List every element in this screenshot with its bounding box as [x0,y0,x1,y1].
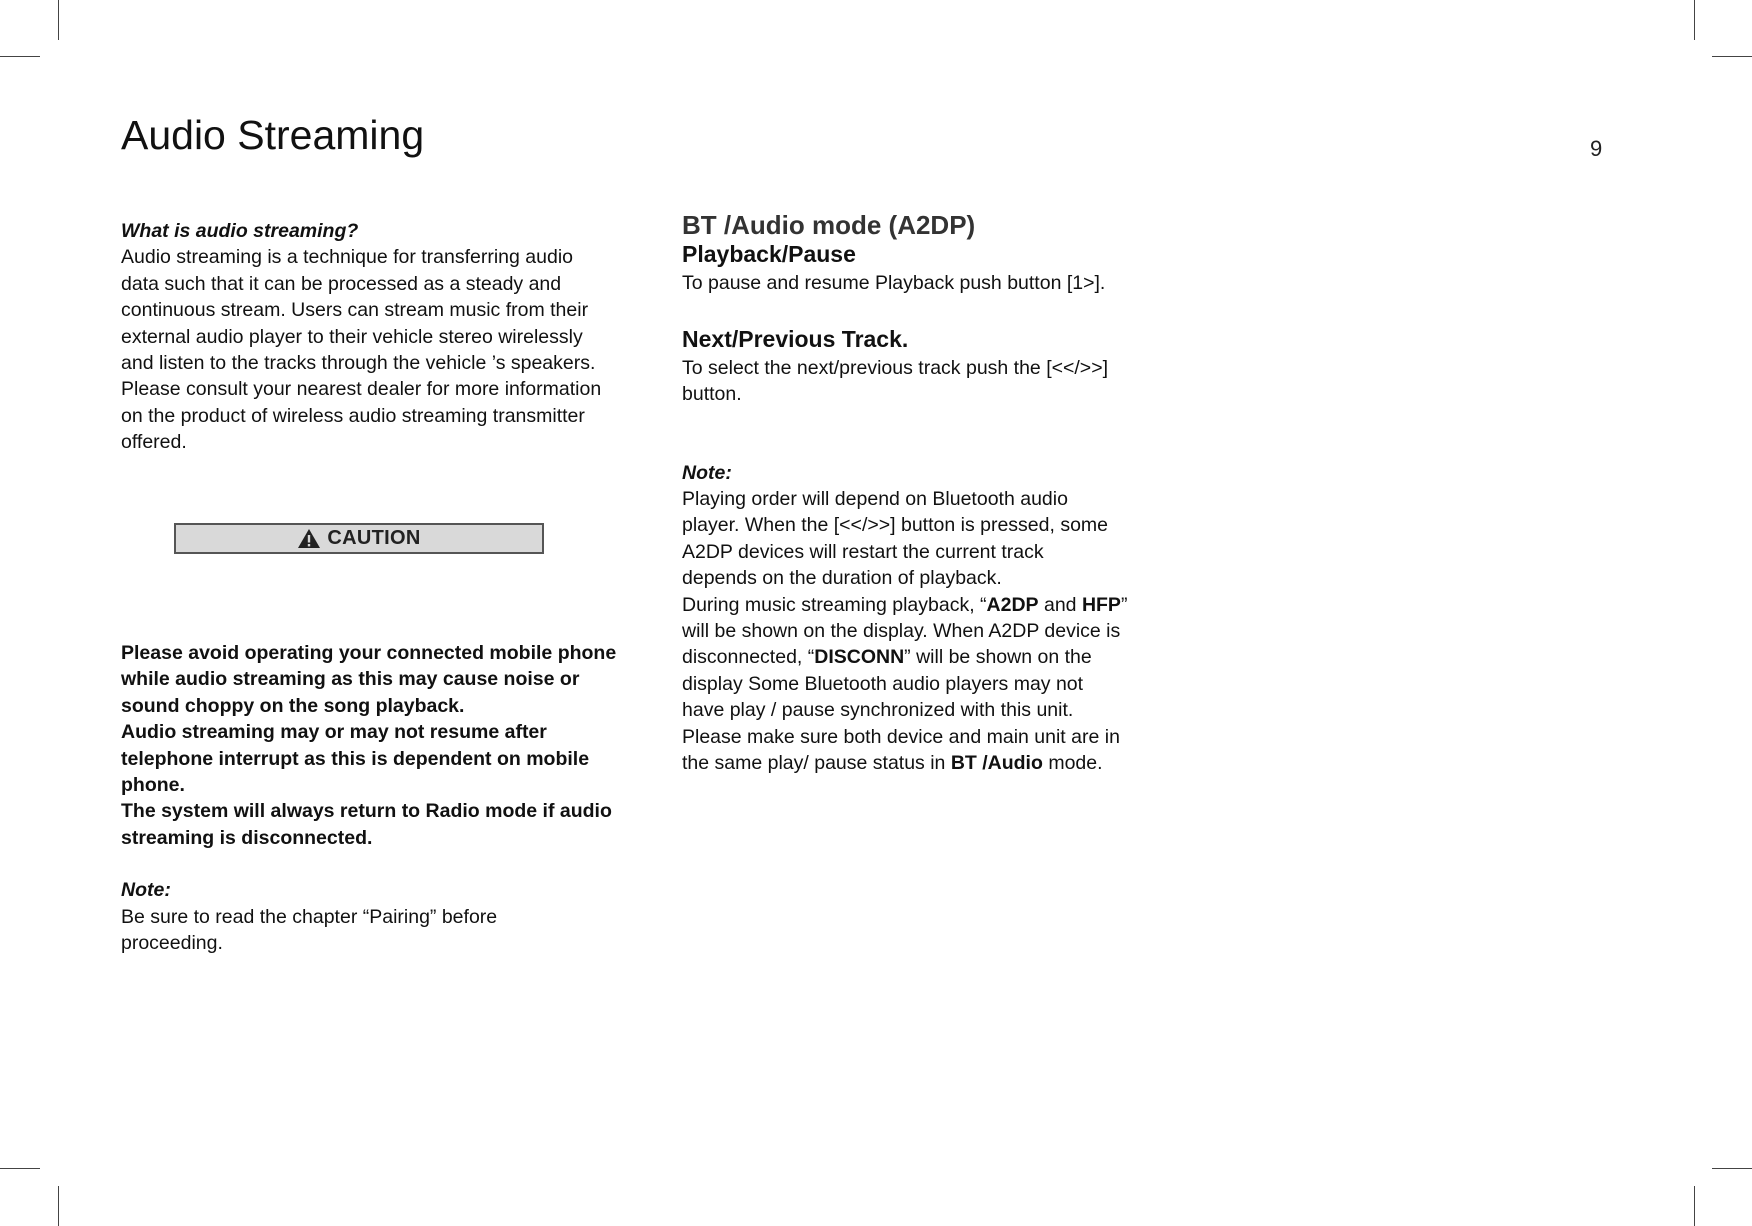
intro-line: offered. [121,431,187,454]
page-title: Audio Streaming [121,112,425,158]
text-fragment: the same play/ pause status in [682,752,951,775]
text-fragment: mode. [1042,752,1103,775]
caution-line: The system will always return to Radio mode if audio [121,800,612,823]
caution-line: Audio streaming may or may not resume after [121,721,547,744]
note-line: player. When the [<</>>] button is pressed, some [682,514,1109,537]
playback-text: To pause and resume Playback push button [1>]. [682,272,1106,295]
final-line [682,750,1152,776]
caution-line: sound choppy on the song playback. [121,694,465,717]
intro-line: Please consult your nearest dealer for more information [121,378,602,401]
crop-mark [58,1186,59,1226]
intro-line: on the product of wireless audio streaming transmitter [121,404,585,427]
crop-mark [0,1168,40,1169]
crop-mark [58,0,59,40]
note-line: Playing order will depend on Bluetooth audio [682,488,1068,511]
left-column [121,218,641,456]
intro-line: Audio streaming is a technique for transferring audio [121,246,574,269]
page-number: 9 [1590,136,1603,161]
caution-text [121,640,641,956]
caution-line: Please avoid operating your connected mobile phone [121,642,617,664]
note-line: proceeding. [121,932,223,955]
caution-line: telephone interrupt as this is dependent on mobile [121,747,590,770]
text-fragment: and [1038,593,1082,616]
caution-label: CAUTION [327,527,421,549]
stream-line [682,592,1152,618]
note-line: have play / pause synchronized with this unit. [682,699,1074,722]
caution-line: phone. [121,774,185,797]
note-line: Be sure to read the chapter “Pairing” before [121,905,498,928]
intro-line: data such that it can be processed as a steady and [121,272,562,295]
track-line: button. [682,383,742,406]
text-fragment: disconnected, “ [682,646,815,669]
text-fragment: ” [1120,593,1128,616]
note-line: will be shown on the display. When A2DP device is [682,620,1121,643]
text-fragment: During music streaming playback, “ [682,593,987,616]
note-line: Please make sure both device and main unit are in [682,725,1120,748]
crop-mark [1694,1186,1695,1226]
text-fragment: ” will be shown on the [904,646,1092,669]
caution-line: while audio streaming as this may cause noise or [121,668,580,691]
question-heading: What is audio streaming? [121,220,359,242]
disconn-line [682,644,1152,670]
note-label: Note: [121,879,171,902]
note-line: A2DP devices will restart the current track [682,540,1044,563]
playback-heading: Playback/Pause [682,241,856,268]
warning-icon [297,528,321,549]
crop-mark [1712,1168,1752,1169]
right-column [682,212,1152,777]
a2dp-term: A2DP [986,593,1039,616]
track-line: To select the next/previous track push the [<</>>] [682,356,1109,379]
crop-mark [1694,0,1695,40]
crop-mark [1712,56,1752,57]
crop-mark [0,56,40,57]
section-title: BT /Audio mode (A2DP) [682,210,976,240]
note-line: depends on the duration of playback. [682,567,1002,590]
track-heading: Next/Previous Track. [682,325,909,352]
bt-audio-term: BT /Audio [950,752,1043,775]
hfp-term: HFP [1081,593,1121,616]
caution-banner [174,523,544,554]
intro-line: and listen to the tracks through the vehicle ’s speakers. [121,352,596,375]
note-line: display Some Bluetooth audio players may not [682,672,1084,695]
note-label: Note: [682,461,732,484]
intro-line: external audio player to their vehicle stereo wirelessly [121,325,583,348]
caution-line: streaming is disconnected. [121,826,373,849]
disconn-term: DISCONN [814,646,905,669]
intro-line: continuous stream. Users can stream music from their [121,299,589,322]
